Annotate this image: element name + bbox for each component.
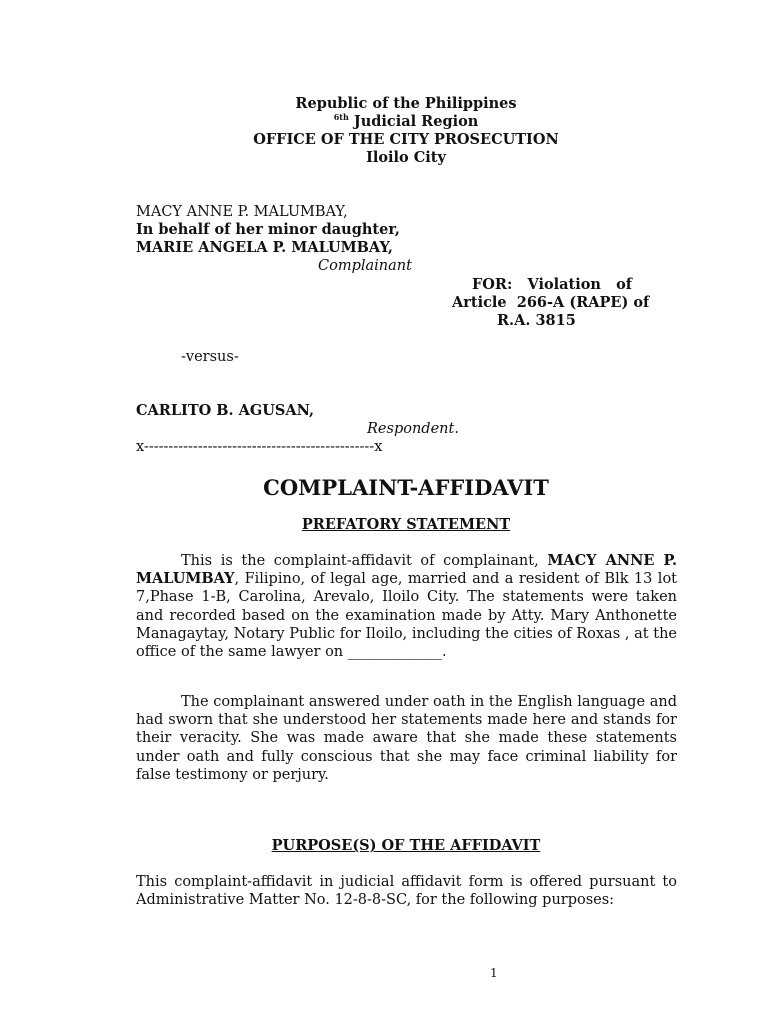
charge-for-line: FOR: Violation of bbox=[472, 276, 633, 293]
prefatory-paragraph-2: The complainant answered under oath in the English language and had sworn that she understood her statements made here and stands for their veracity. She was made aware that she made these statements under oath and fully conscious that she may face criminal liability for false testimony or perjury. bbox=[136, 694, 677, 783]
charge-article-line: Article 266-A (RAPE) of bbox=[452, 294, 650, 311]
header-judicial-region bbox=[0, 113, 768, 131]
page-number: 1 bbox=[490, 966, 498, 980]
complainant-role: Complainant bbox=[318, 258, 412, 274]
minor-name: MARIE ANGELA P. MALUMBAY, bbox=[136, 239, 393, 256]
prefatory-rest: , Filipino, of legal age, married and a resident of Blk 13 lot 7,Phase 1-B, Carolina, Arevalo, Iloilo City. The statements were taken and recorded based on the examination made by Atty. Mary Anthonette Managaytay, Notary Public for Iloilo, including the cities of Roxas , at the office of the same lawyer on _____________. bbox=[136, 571, 677, 661]
purpose-paragraph-1: This complaint-affidavit in judicial affidavit form is offered pursuant to Administrative Matter No. 12-8-8-SC, for the following purposes: bbox=[136, 874, 677, 909]
header-region-number: 6th bbox=[333, 112, 349, 122]
versus-label: -versus- bbox=[181, 349, 239, 365]
respondent-role: Respondent. bbox=[367, 421, 459, 437]
prefatory-heading: PREFATORY STATEMENT bbox=[301, 516, 511, 533]
purpose-heading: PURPOSE(S) OF THE AFFIDAVIT bbox=[271, 837, 541, 854]
behalf-line: In behalf of her minor daughter, bbox=[136, 221, 400, 238]
document-title: COMPLAINT-AFFIDAVIT bbox=[263, 475, 549, 500]
caption-separator: x-----------------------------------------------x bbox=[136, 439, 383, 455]
header-city: Iloilo City bbox=[366, 149, 446, 166]
header-office: OFFICE OF THE CITY PROSECUTION bbox=[253, 131, 559, 148]
prefatory-paragraph-1 bbox=[136, 552, 677, 661]
charge-ra-line: R.A. 3815 bbox=[497, 312, 576, 329]
respondent-name: CARLITO B. AGUSAN, bbox=[136, 402, 315, 419]
complainant-name: MACY ANNE P. MALUMBAY, bbox=[136, 204, 348, 220]
prefatory-complainant-name: MACY ANNE P. MALUMBAY bbox=[136, 552, 677, 588]
header-region-label: Judicial Region bbox=[353, 113, 479, 130]
header-republic: Republic of the Philippines bbox=[295, 95, 517, 112]
prefatory-intro: This is the complaint-affidavit of complainant, bbox=[181, 553, 548, 569]
